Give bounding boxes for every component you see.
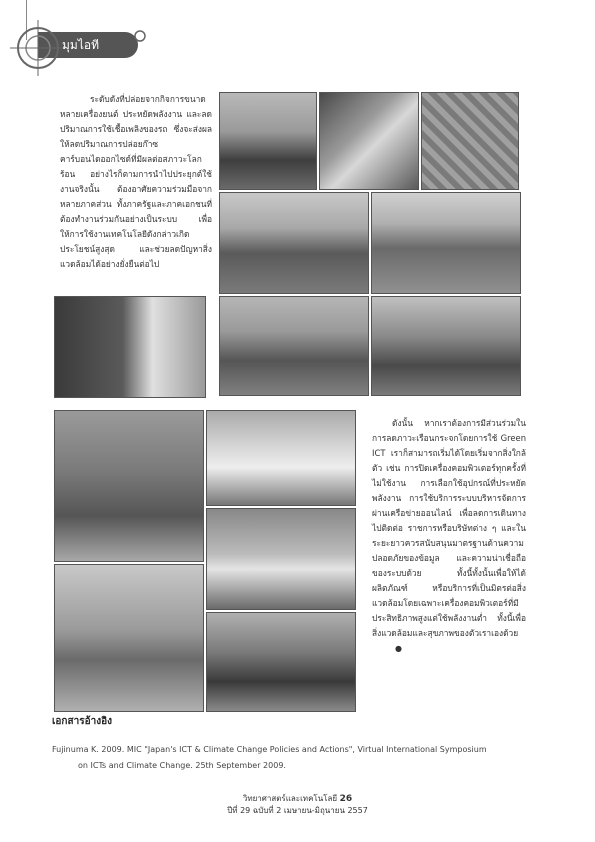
body-paragraph-1: ระดับดังที่ปล่อยจากกิจการขนาดหลายเครื่องยนต์ ประหยัดพลังงาน และลดปริมาณการใช้เชื้อเพลิงของรถ ซึ่งจะส่งผลให้ลดปริมาณการปล่อยก๊าซคาร์บอนไดออกไซด์ที่มีผลต่อสภาวะโลกร้อน อย่างไรก็ตามการนำไปประยุกต์ใช้งานจริงนั้น ต้องอาศัยความร่วมมือจากหลายภาคส่วน ทั้งภาครัฐและภาคเอกชนที่ต้องทำงานร่วมกันอย่างเป็นระบบ เพื่อให้การใช้งานเทคโนโลยีดังกล่าวเกิดประโยชน์สูงสุด และช่วยลดปัญหาสิ่งแวดล้อมได้อย่างยั่งยืนต่อไป	[60, 94, 212, 269]
crosshair-icon	[8, 18, 68, 78]
journal-name: วิทยาศาสตร์และเทคโนโลยี	[242, 794, 338, 803]
section-header	[0, 32, 145, 58]
body-paragraph-2-text: ดังนั้น หากเราต้องการมีส่วนร่วมในการลดภาวะเรือนกระจกโดยการใช้ Green ICT เราก็สามารถเริ่มได้โดยเริ่มจากสิ่งใกล้ตัว เช่น การปิดเครื่องคอมพิวเตอร์ทุกครั้งที่ไม่ใช้งาน การเลือกใช้อุปกรณ์ที่ประหยัดพลังงาน การใช้บริการระบบบริหารจัดการผ่านเครือข่ายออนไลน์ เพื่อลดการเดินทางไปติดต่อ ราชการหรือบริษัทต่าง ๆ และในระยะยาวควรสนับสนุนมาตรฐานด้านความปลอดภัยของข้อมูล และความน่าเชื่อถือของระบบด้วย ทั้งนี้ทั้งนั้นเพื่อให้ได้ผลิตภัณฑ์ หรือบริการที่เป็นมิตรต่อสิ่งแวดล้อมโดยเฉพาะเครื่องคอมพิวเตอร์ที่มีประสิทธิภาพสูงแต่ใช้พลังงานต่ำ ทั้งนี้เพื่อสิ่งแวดล้อมและสุขภาพของตัวเราเองด้วย	[372, 418, 526, 638]
references-heading: เอกสารอ้างอิง	[52, 716, 112, 727]
photo-motorcycle	[206, 612, 356, 712]
photo-flowers-office	[219, 92, 317, 190]
photo-white-car	[206, 410, 356, 506]
page-number: 26	[339, 794, 353, 804]
photo-computer-desk	[319, 92, 419, 190]
photo-pickup-truck	[206, 508, 356, 610]
footer-issue: ปีที่ 29 ฉบับที่ 2 เมษายน-มิถุนายน 2557	[227, 806, 368, 815]
section-label: มุมไอที	[62, 38, 99, 52]
photo-parking-lot	[54, 410, 204, 562]
photo-control-room-3	[219, 296, 369, 396]
photo-building-van	[54, 564, 204, 712]
photo-control-room-1	[219, 192, 369, 294]
photo-control-room-2	[371, 192, 521, 294]
photo-control-room-4	[371, 296, 521, 396]
end-bullet-icon: ●	[395, 644, 402, 653]
reference-line-2: on ICTs and Climate Change. 25th September 2009.	[78, 761, 286, 770]
photo-city-model	[421, 92, 519, 190]
reference-line-1: Fujinuma K. 2009. MIC "Japan's ICT & Climate Change Policies and Actions", Virtual International Symposium	[52, 745, 487, 754]
photo-vans-parking	[54, 296, 206, 398]
body-paragraph-2	[372, 416, 526, 656]
references-list	[52, 742, 552, 774]
dot-icon	[134, 30, 146, 42]
